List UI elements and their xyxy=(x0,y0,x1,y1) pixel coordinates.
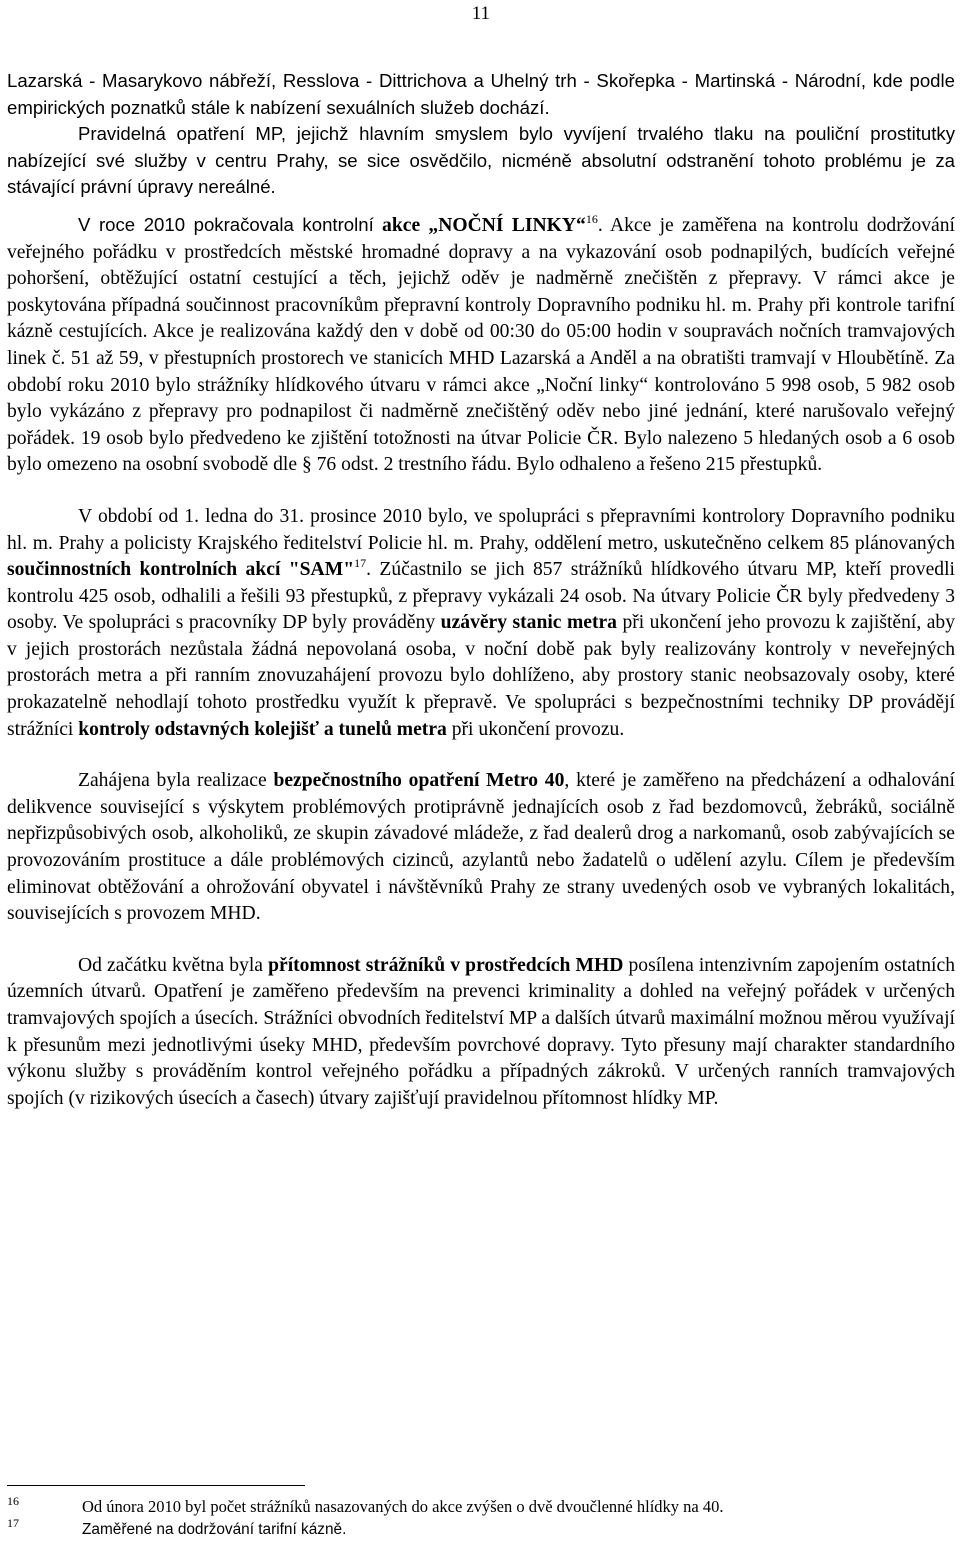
footnote-text: Zaměřené na dodržování tarifní kázně. xyxy=(82,1521,347,1538)
footnote-ref-16: 16 xyxy=(585,211,598,226)
metro-40-intro: Zahájena byla realizace xyxy=(78,770,267,792)
paragraph-prostitution-measures: Pravidelná opatření MP, jejichž hlavním smyslem bylo vyvíjení trvalého tlaku na pouliční prostitutky nabízející své služby v centru Prahy, se sice osvědčilo, nicméně absolutní odstranění tohoto problému je za stávající právní úpravy nereálné. xyxy=(7,123,955,198)
footnote-mark: 17 xyxy=(7,1516,19,1530)
footnote-17 xyxy=(7,1518,955,1541)
paragraph-mhd-presence xyxy=(7,953,955,1113)
footnote-mark: 16 xyxy=(7,1494,19,1508)
mhd-presence-title: přítomnost strážníků v prostředcích MHD xyxy=(268,954,624,976)
document-body xyxy=(7,68,955,1112)
metro-closures-title: uzávěry stanic metra xyxy=(440,612,617,634)
footnote-16 xyxy=(7,1496,955,1518)
depot-checks-title: kontroly odstavných kolejišť a tunelů metra xyxy=(78,718,447,740)
mhd-presence-body: posílena intenzivním zapojením ostatních územních útvarů. Opatření je zaměřeno především na prevenci kriminality a dohled na veřejný pořádek v určených tramvajových spojích a úsecích. Strážníci obvodních ředitelství MP a dalších útvarů maximální možnou měrou využívají k přesunům mezi jednotlivými úseky MHD, především povrchové dopravy. Tyto přesuny mají charakter standardního výkonu služby s prováděním kontrol veřejného pořádku a případných zákroků. V určených ranních tramvajových spojích (v rizikových úsecích a časech) útvary zajišťují pravidelnou přítomnost hlídky MP. xyxy=(7,954,955,1109)
page-number: 11 xyxy=(471,3,490,24)
footnote-text: Od února 2010 byl počet strážníků nasazovaných do akce zvýšen o dvě dvoučlenné hlídky na 40. xyxy=(82,1497,724,1516)
sam-title: součinnostních kontrolních akcí "SAM" xyxy=(7,559,355,581)
footnote-separator xyxy=(7,1485,305,1486)
metro-40-body: , které je zaměřeno na předcházení a odhalování delikvence související s výskytem problémových protiprávně jednajících osob z řad bezdomovců, žebráků, sociálně nepřizpůsobivých osob, alkoholiků, ze skupin závadové mládeže, z řad dealerů drog a narkomanů, osob zabývajících se provozováním prostituce a dále problémových cizinců, azylantů nebo žadatelů o udělení azylu. Cílem je především eliminovat obtěžování a ohrožování obyvatel i návštěvníků Prahy ze strany uvedených osob ve vybraných lokalitách, souvisejících s provozem MHD. xyxy=(7,770,956,925)
metro-closures-body: při ukončení jeho provozu k zajištění, aby v jejich prostorách nezůstala žádná nepovolaná osoba, v noční době pak byly realizovány kontroly v neveřejných prostorách metra a při ranním znovuzahájení provozu bylo dohlíženo, aby prostory stanic neobsazovaly osoby, které prokazatelně nehodlají tohoto prostředku využít k přepravě. Ve spolupráci s bezpečnostními techniky DP provádějí strážníci xyxy=(7,612,955,740)
paragraph-metro-40 xyxy=(7,768,955,928)
paragraph-locations: Lazarská - Masarykovo nábřeží, Resslova - Dittrichova a Uhelný trh - Skořepka - Martinská - Národní, kde podle empirických poznatků stále k nabízení sexuálních služeb dochází. xyxy=(7,70,955,118)
metro-40-title: bezpečnostního opatření Metro 40 xyxy=(273,770,565,792)
mhd-presence-intro: Od začátku května byla xyxy=(78,954,264,976)
paragraph-nocni-linky xyxy=(7,212,955,479)
sam-intro: V období od 1. ledna do 31. prosince 2010 bylo, ve spolupráci s přepravními kontrolory Dopravního podniku hl. m. Prahy a policisty Krajského ředitelství Policie hl. m. Prahy, oddělení metro, uskutečněno celkem 85 plánovaných xyxy=(7,505,955,554)
footnotes xyxy=(7,1496,955,1541)
nocni-linky-body: . Akce je zaměřena na kontrolu dodržování veřejného pořádku v prostředcích městské hromadné dopravy a na vykazování osob podnapilých, budících veřejné pohoršení, obtěžující ostatní cestující a těch, jejichž oděv je nadměrně znečištěn z přepravy. V rámci akce je poskytována případná součinnost pracovníkům přepravní kontroly Dopravního podniku hl. m. Prahy při kontrole tarifní kázně cestujících. Akce je realizována každý den v době od 00:30 do 05:00 hodin v soupravách nočních tramvajových linek č. 51 až 59, v přestupních prostorech ve stanicích MHD Lazarská a Anděl a na obratišti tramvají v Hloubětíně. Za období roku 2010 bylo strážníky hlídkového útvaru v rámci akce „Noční linky“ kontrolováno 5 998 osob, 5 982 osob bylo vykázáno z přepravy pro podnapilost či nadměrně znečištěný oděv nebo jiné jednání, které narušovalo veřejný pořádek. 19 osob bylo předvedeno ke zjištění totožnosti na útvar Policie ČR. Bylo nalezeno 5 hledaných osob a 6 osob bylo omezeno na osobní svobodě dle § 76 odst. 2 trestního řádu. Bylo odhaleno a řešeno 215 přestupků. xyxy=(7,214,955,476)
nocni-linky-intro: V roce 2010 pokračovala kontrolní xyxy=(78,213,374,235)
depot-checks-body: při ukončení provozu. xyxy=(451,718,625,740)
nocni-linky-title: akce „NOČNÍ LINKY“ xyxy=(382,214,586,236)
footnote-ref-17: 17 xyxy=(354,556,367,571)
paragraph-sam-actions xyxy=(7,504,955,743)
sam-body: . Zúčastnilo se jich 857 strážníků hlídkového útvaru MP, kteří provedli kontrolu 425 osob, odhalili a řešili 93 přestupků, z přepravy vykázali 24 osob. Na útvary Policie ČR byly předvedeny 3 osoby. Ve spolupráci s pracovníky DP byly prováděny xyxy=(7,559,955,634)
